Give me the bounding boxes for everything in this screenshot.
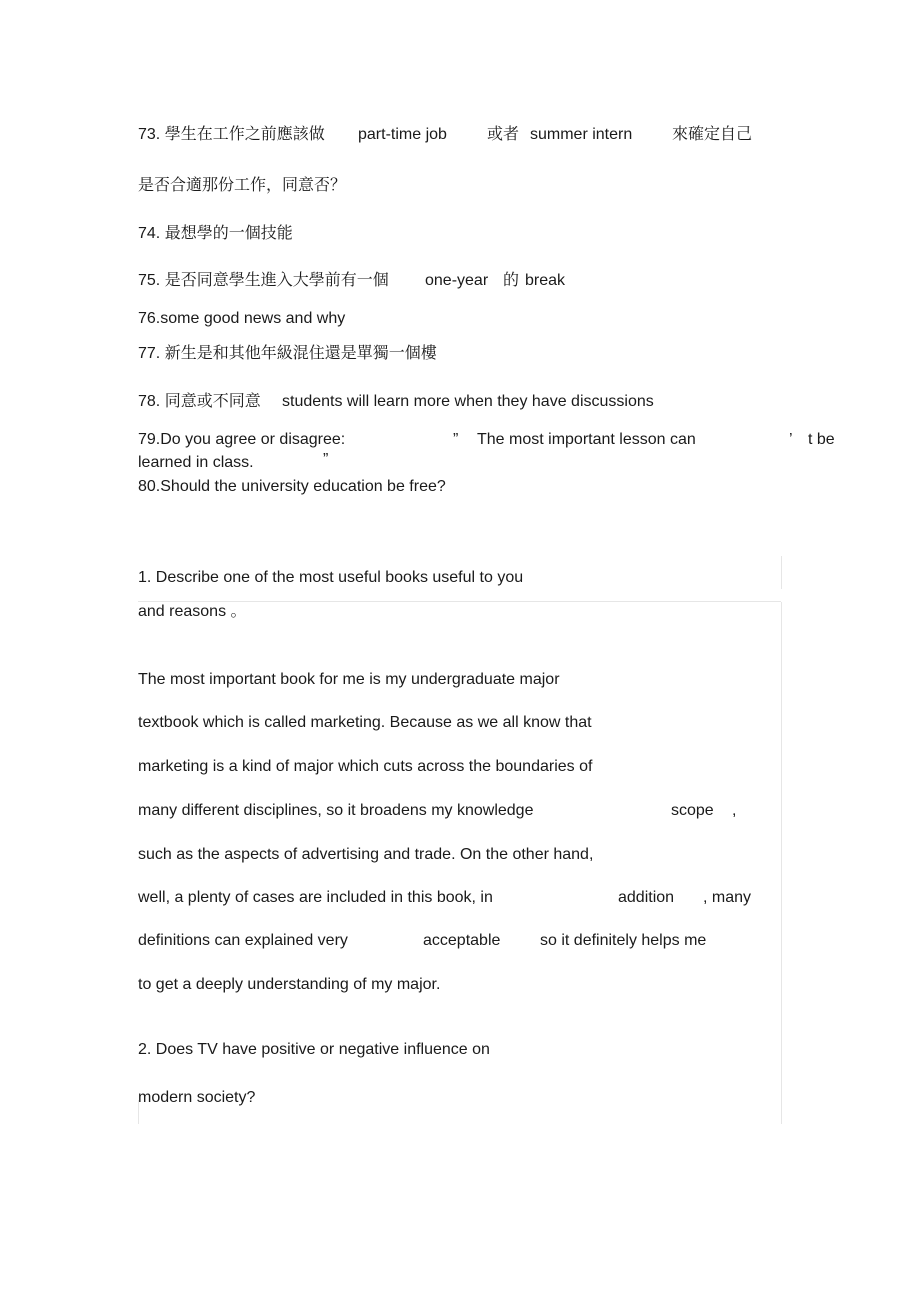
essay1-title-line2: and reasons 。 [138, 603, 247, 620]
essay1-line: to get a deeply understanding of my major. [138, 976, 441, 993]
q73-prefix: 73. 學生在工作之前應該做 [138, 126, 325, 143]
q73-term1: part-time job [358, 126, 447, 143]
q75-mid: 的 [503, 272, 520, 289]
q75-term2: break [525, 272, 566, 289]
q73-suffix: 來確定自己 [672, 126, 753, 143]
table-border [781, 602, 782, 1124]
essay1-line: many different disciplines, so it broadens my knowledge [138, 802, 534, 819]
q73-mid: 或者 [487, 126, 520, 143]
q79-part3: t be [808, 431, 835, 448]
essay1-word: so it definitely helps me [540, 932, 707, 949]
q79-quote-close: ” [323, 451, 329, 468]
q73-term2: summer intern [530, 126, 633, 143]
q78-prefix: 78. 同意或不同意 [138, 393, 261, 410]
q79-quote-open: ” [453, 431, 459, 448]
q80: 80.Should the university education be free? [138, 478, 446, 495]
essay1-line: such as the aspects of advertising and trade. On the other hand, [138, 846, 594, 863]
essay1-line: marketing is a kind of major which cuts across the boundaries of [138, 758, 593, 775]
essay1-word: , many [703, 889, 752, 906]
q75-term: one-year [425, 272, 489, 289]
q79-part4: learned in class. [138, 454, 254, 471]
essay1-line: definitions can explained very [138, 932, 348, 949]
essay2-title-line1: 2. Does TV have positive or negative influence on [138, 1041, 490, 1058]
q79-apostrophe: ’ [789, 431, 793, 448]
q75-prefix: 75. 是否同意學生進入大學前有一個 [138, 272, 389, 289]
q76: 76.some good news and why [138, 310, 346, 327]
q77: 77. 新生是和其他年級混住還是單獨一個樓 [138, 345, 437, 362]
essay2-title-line2: modern society? [138, 1089, 256, 1106]
essay1-line: The most important book for me is my undergraduate major [138, 671, 560, 688]
essay1-line: well, a plenty of cases are included in this book, in [138, 889, 493, 906]
q79-part2: The most important lesson can [477, 431, 696, 448]
q74: 74. 最想學的一個技能 [138, 225, 293, 242]
essay1-word: , [732, 802, 737, 819]
q78-text: students will learn more when they have discussions [282, 393, 654, 410]
essay1-word: acceptable [423, 932, 501, 949]
q79-part1: 79.Do you agree or disagree: [138, 431, 346, 448]
essay1-word: addition [618, 889, 675, 906]
q73-line2: 是否合適那份工作，同意否？ [138, 177, 347, 194]
essay1-title-line1: 1. Describe one of the most useful books useful to you [138, 569, 524, 586]
essay1-word: scope [671, 802, 714, 819]
table-border [781, 556, 782, 589]
essay1-line: textbook which is called marketing. Because as we all know that [138, 714, 592, 731]
